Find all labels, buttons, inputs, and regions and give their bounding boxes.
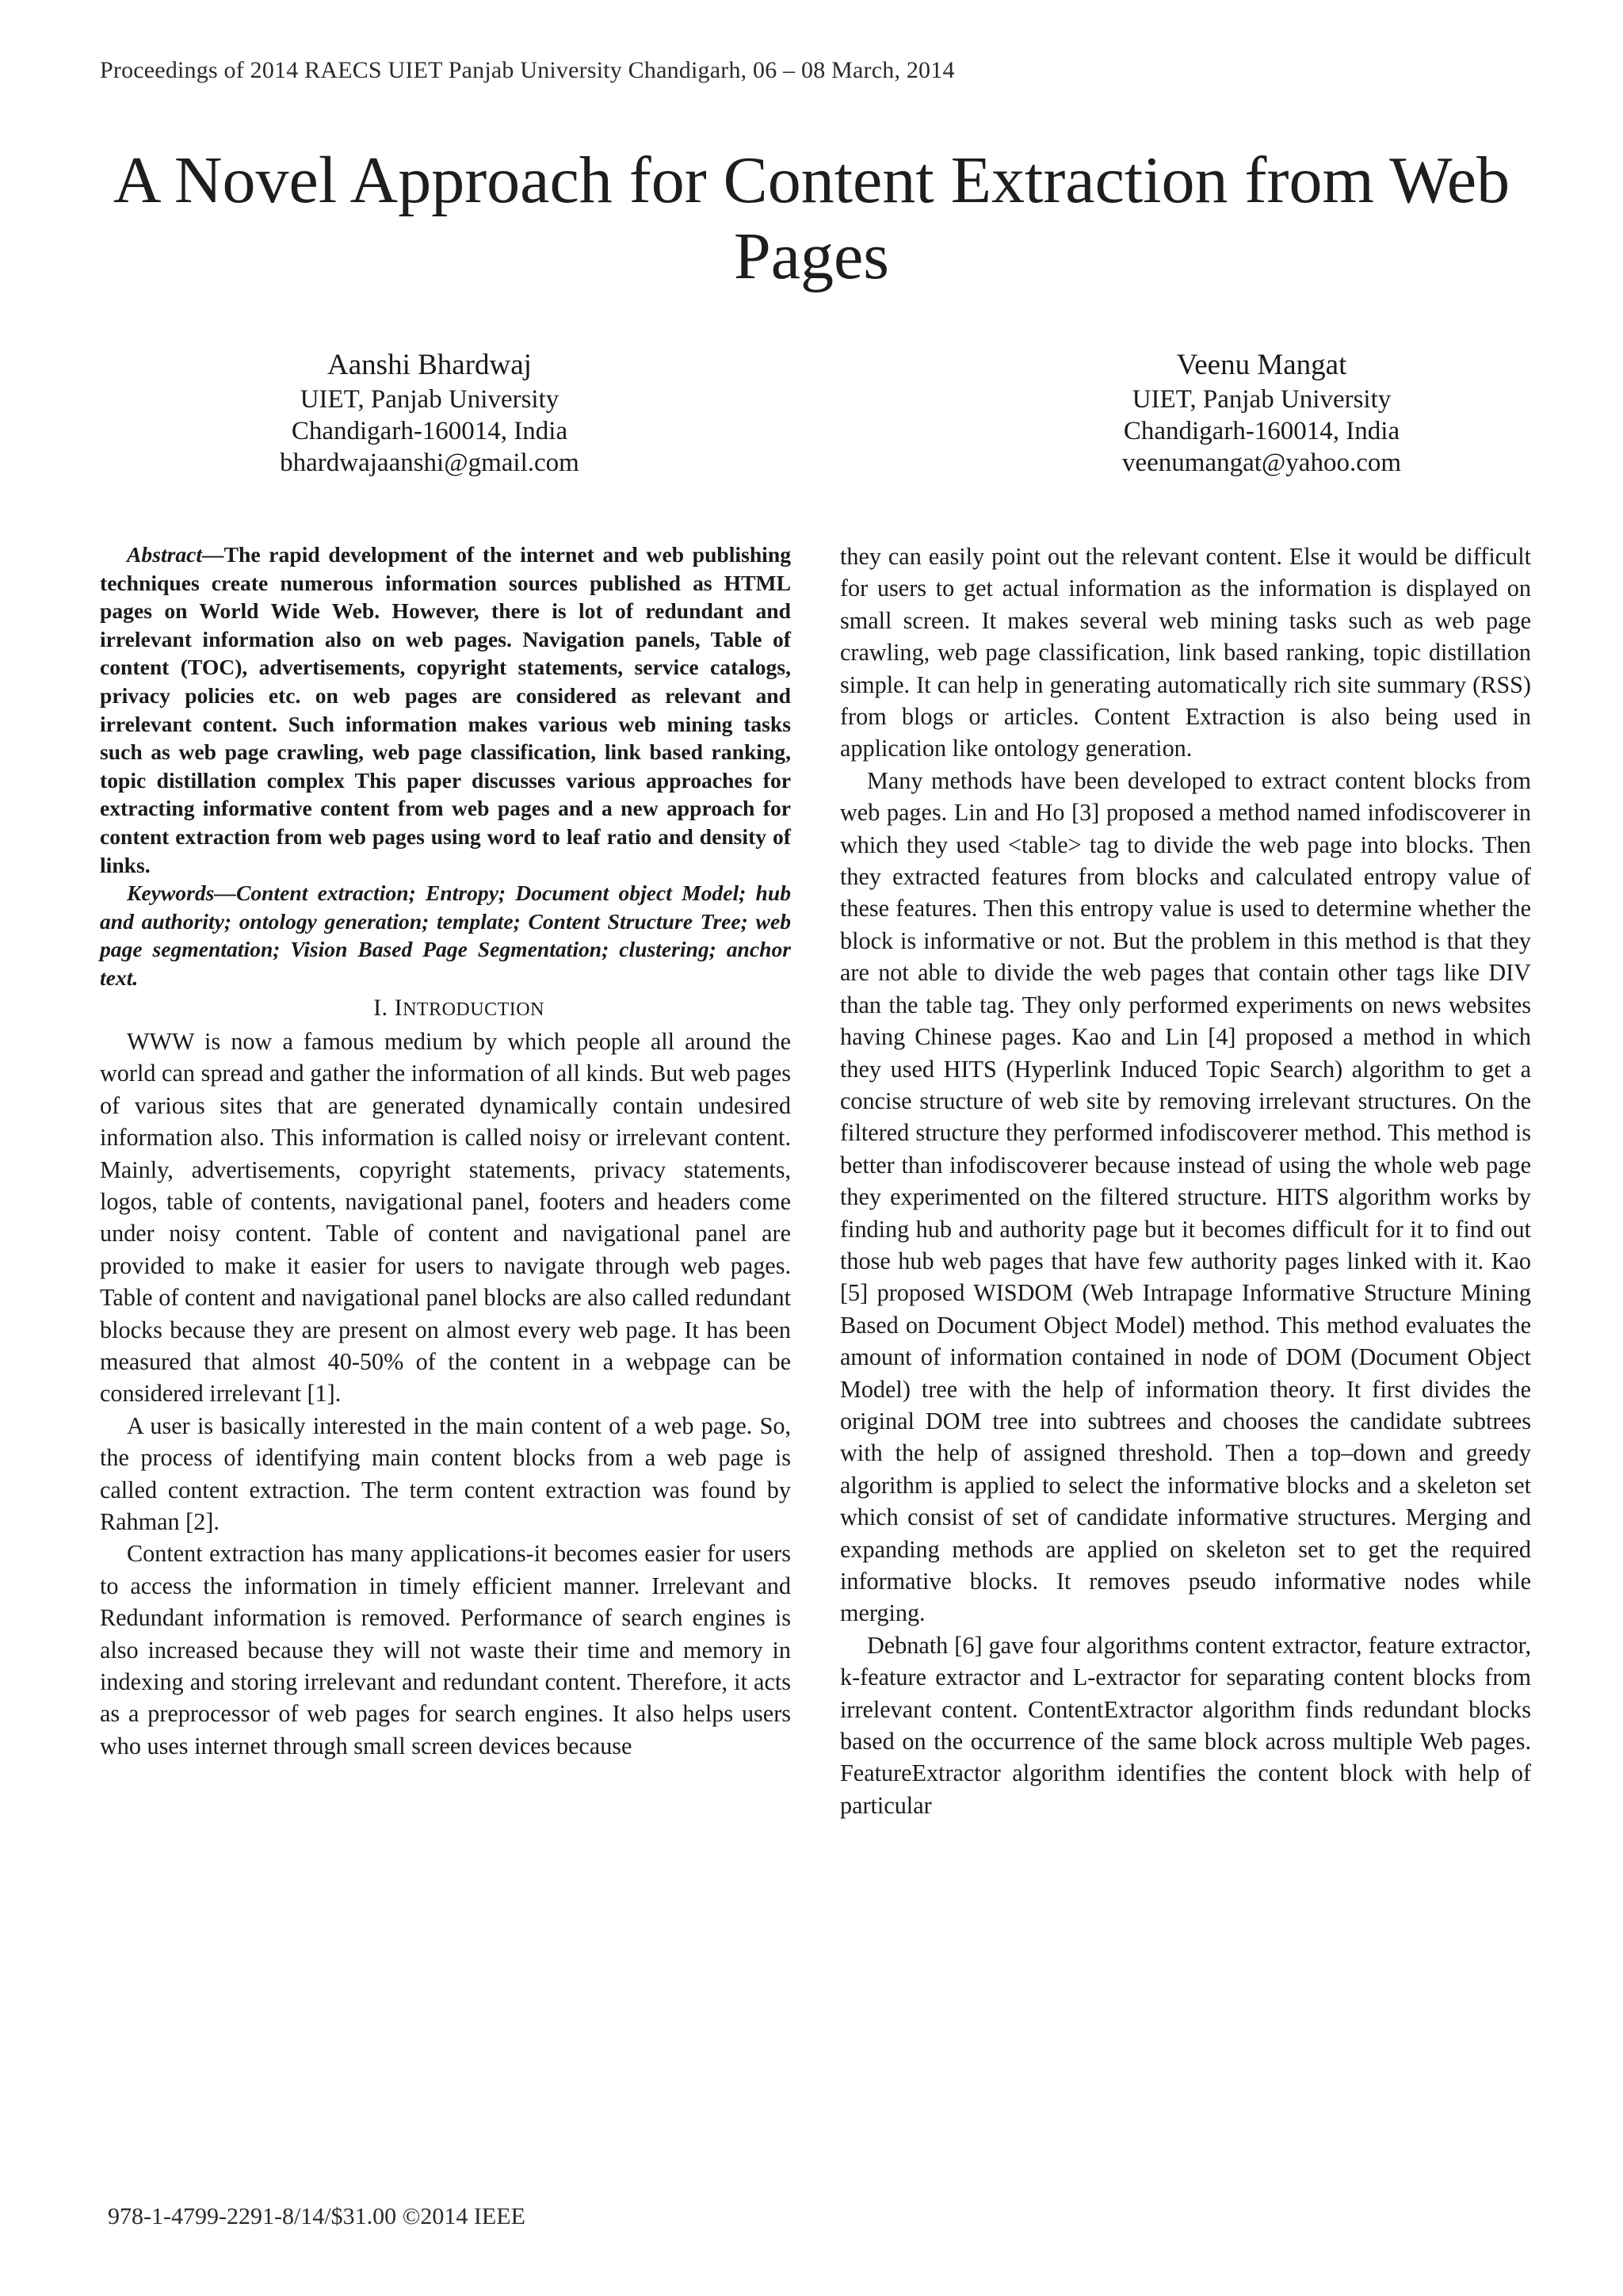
section-numeral: I. I [373, 994, 403, 1021]
author-affiliation: UIET, Panjab University [300, 385, 559, 414]
keywords-label: Keywords— [127, 881, 236, 906]
author-email: veenumangat@yahoo.com [1121, 449, 1402, 477]
author-block-1 [152, 347, 707, 479]
paragraph-continuation: they can easily point out the relevant content. Else it would be difficult for users to get actual information as the information is displayed on small screen. It makes several web mining tasks such as web page crawling, web page classification, link based ranking, topic distillation simple. It can help in generating automatically rich site summary (RSS) from blogs or articles. Content Extraction is also being used in application like ontology generation. [840, 543, 1531, 762]
author-location: Chandigarh-160014, India [291, 417, 568, 445]
copyright-footer: 978-1-4799-2291-8/14/$31.00 ©2014 IEEE [108, 2203, 525, 2229]
paragraph: A user is basically interested in the main content of a web page. So, the process of identifying main content blocks from a web page is called content extraction. The term content extraction was found by Rahman [2]. [100, 1412, 791, 1535]
abstract-text: The rapid development of the internet and web publishing techniques create numerous information sources published as HTML pages on World Wide Web. However, there is lot of redundant and irrelevant information also on web pages. Navigation panels, Table of content (TOC), advertisements, copyright statements, service catalogs, privacy policies etc. on web pages are considered as relevant and irrelevant content. Such information makes various web mining tasks such as web page crawling, web page classification, link based ranking, topic distillation complex This paper discusses various approaches for extracting informative content from web pages and a new approach for content extraction from web pages using word to leaf ratio and density of links. [100, 542, 791, 877]
keywords [100, 879, 791, 991]
section-title: NTRODUCTION [403, 999, 544, 1020]
author-location: Chandigarh-160014, India [1123, 417, 1400, 445]
abstract-label: Abstract— [127, 542, 224, 567]
paragraph: Debnath [6] gave four algorithms content extractor, feature extractor, k-feature extractor and L-extractor for separating content blocks from irrelevant content. ContentExtractor algorithm finds redundant blocks based on the occurrence of the same block across multiple Web pages. FeatureExtractor algorithm identifies the content block with help of particular [840, 1631, 1531, 1819]
author-affiliation: UIET, Panjab University [1132, 385, 1392, 414]
paragraph: Many methods have been developed to extract content blocks from web pages. Lin and Ho [3] proposed a method named infodiscoverer in which they used <table> tag to divide the web page into blocks. Then they extracted features from blocks and calculated entropy value of these features. Then this entropy value is used to determine whether the block is informative or not. But the problem in this method is that they are not able to divide the web pages that contain other tags like DIV than the table tag. They only performed experiments on news websites having Chinese pages. Kao and Lin [4] proposed a method in which they used HITS (Hyperlink Induced Topic Search) algorithm to get a concise structure of web site by removing irrelevant structures. On the filtered structure they performed infodiscoverer method. This method is better than infodiscoverer because instead of using the whole web page they experimented on the filtered structure. HITS algorithm works by finding hub and authority page but it becomes difficult for it to find out those hub web pages that have few authority pages linked with it. Kao [5] proposed WISDOM (Web Intrapage Informative Structure Mining Based on Document Object Model) method. This method evaluates the amount of information contained in node of DOM (Document Object Model) tree with the help of information theory. It first divides the original DOM tree into subtrees and chooses the candidate subtrees with the help of assigned threshold. Then a top–down and greedy algorithm is applied to select the informative blocks and a skeleton set which consist of set of candidate informative structures. Merging and expanding methods are applied on skeleton set to get the required informative blocks. It removes pseudo informative nodes while merging. [840, 766, 1531, 1627]
author-name: Aanshi Bhardwaj [327, 349, 532, 381]
keywords-text: Content extraction; Entropy; Document object Model; hub and authority; ontology generation; template; Content Structure Tree; web page segmentation; Vision Based Page Segmentation; clustering; anchor text. [100, 881, 791, 990]
paragraph: Content extraction has many applications-it becomes easier for users to access the information in timely efficient manner. Irrelevant and Redundant information is removed. Performance of search engines is also increased because they will not waste their time and memory in indexing and storing irrelevant and redundant content. Therefore, it acts as a preprocessor of web pages for search engines. It also helps users who uses internet through small screen devices because [100, 1540, 791, 1759]
author-name: Veenu Mangat [1176, 349, 1347, 381]
right-column [840, 541, 1531, 1821]
left-column [100, 541, 791, 1762]
paper-title: A Novel Approach for Content Extraction from Web Pages [113, 143, 1510, 293]
abstract [100, 541, 791, 879]
author-email: bhardwajaanshi@gmail.com [280, 449, 579, 477]
section-heading-introduction [100, 992, 791, 1026]
proceedings-header: Proceedings of 2014 RAECS UIET Panjab University Chandigarh, 06 – 08 March, 2014 [100, 57, 955, 83]
paragraph: WWW is now a famous medium by which people all around the world can spread and gather the information of all kinds. But web pages of various sites that are generated dynamically contain undesired information also. This information is called noisy or irrelevant content. Mainly, advertisements, copyright statements, privacy statements, logos, table of contents, navigational panel, footers and headers come under noisy content. Table of content and navigational panel are provided to make it easier for users to navigate through web pages. Table of content and navigational panel blocks are also called redundant blocks because they are present on almost every web page. It has been measured that almost 40-50% of the content in a webpage can be considered irrelevant [1]. [100, 1027, 791, 1408]
author-block-2 [984, 347, 1539, 479]
